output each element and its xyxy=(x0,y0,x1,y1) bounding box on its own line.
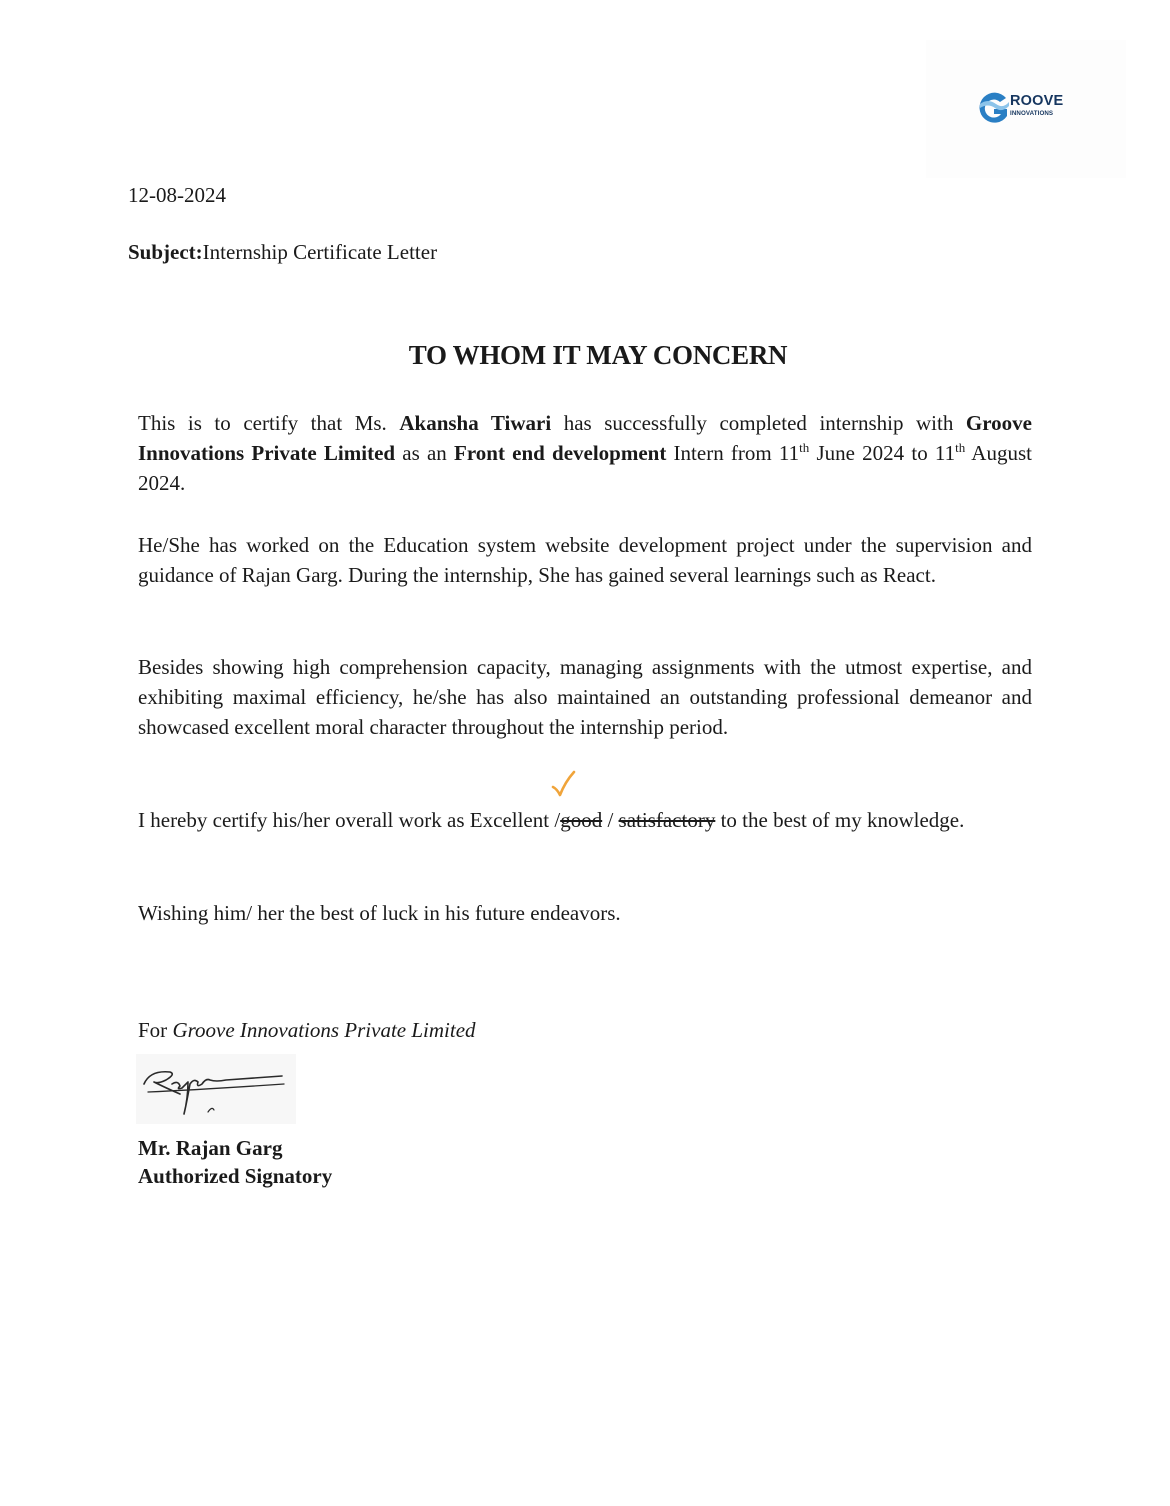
intern-role: Front end development xyxy=(454,441,667,465)
rating-good-struck: good xyxy=(560,808,603,832)
logo-wordmark: ROOVE xyxy=(1010,93,1064,109)
rating-excellent: Excellent xyxy=(469,808,550,832)
subject-text: Internship Certificate Letter xyxy=(202,240,438,264)
letter-heading: TO WHOM IT MAY CONCERN xyxy=(408,340,788,370)
checkmark-icon xyxy=(550,770,576,798)
rating-text: to the best of my knowledge. xyxy=(715,808,965,832)
company-name: Groove Innovations Private Limited xyxy=(138,411,1032,465)
rating-separator: / xyxy=(602,808,619,832)
para1-text: This is to certify that Ms. xyxy=(138,411,400,435)
rating-satisfactory-struck: satisfactory xyxy=(618,808,716,832)
for-company-line xyxy=(138,1018,476,1043)
para1-text: as an xyxy=(395,441,454,465)
for-label: For xyxy=(138,1018,173,1042)
para1-text: Intern from 11 xyxy=(666,441,800,465)
signatory-name: Mr. Rajan Garg xyxy=(138,1136,283,1160)
rating-separator: / xyxy=(549,808,561,832)
subject-label: Subject: xyxy=(128,240,203,264)
groove-g-logo-icon xyxy=(976,88,1012,130)
project-paragraph: He/She has worked on the Education system website development project under the supervision and guidance of Rajan Garg. During the internship, She has gained several learnings such as React. xyxy=(138,533,1032,587)
signing-company: Groove Innovations Private Limited xyxy=(172,1018,476,1042)
signature-area xyxy=(136,1054,296,1124)
signatory-title: Authorized Signatory xyxy=(138,1164,333,1188)
letter-date: 12-08-2024 xyxy=(128,183,226,207)
ordinal-suffix: th xyxy=(799,440,810,455)
logo-subtitle: INNOVATIONS xyxy=(1010,110,1054,117)
para1-text: June 2024 to 11 xyxy=(809,441,956,465)
rating-text: I hereby certify his/her overall work as xyxy=(138,808,470,832)
wishes-paragraph: Wishing him/ her the best of luck in his future endeavors. xyxy=(138,901,621,925)
handwritten-signature-icon xyxy=(136,1054,296,1124)
para1-text: August 2024. xyxy=(138,441,1032,495)
company-logo xyxy=(976,88,1086,130)
para1-text: has successfully completed internship with xyxy=(551,411,966,435)
subject-line xyxy=(128,240,437,265)
rating-paragraph xyxy=(138,805,1032,835)
ordinal-suffix: th xyxy=(955,440,966,455)
certification-paragraph xyxy=(138,408,1032,498)
conduct-paragraph: Besides showing high comprehension capacity, managing assignments with the utmost expertise, and exhibiting maximal efficiency, he/she has also maintained an outstanding professional demeanor and showcased excellent moral character throughout the internship period. xyxy=(138,655,1032,739)
intern-name: Akansha Tiwari xyxy=(399,411,552,435)
